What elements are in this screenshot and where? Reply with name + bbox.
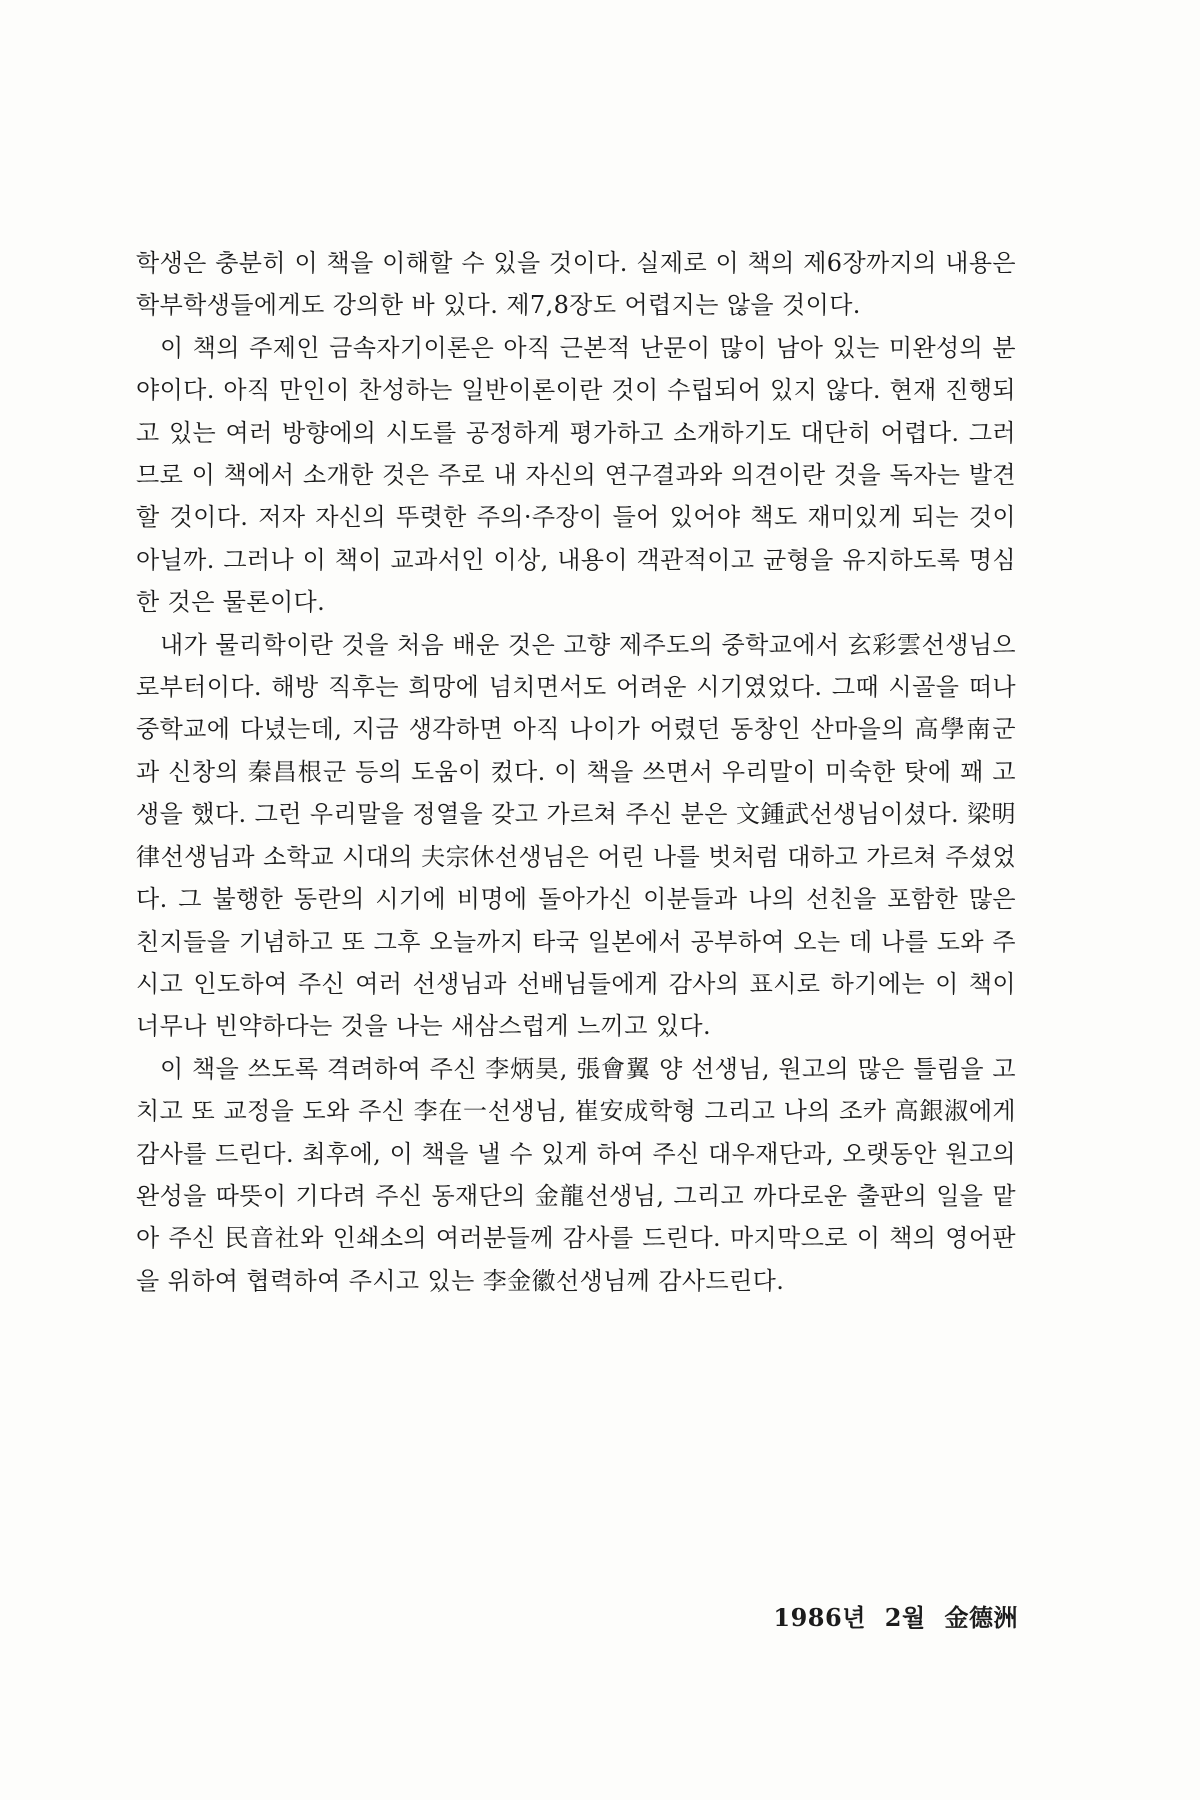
signature-year: 1986년 — [773, 1603, 866, 1632]
preface-text — [136, 242, 1016, 1302]
paragraph-continued: 학생은 충분히 이 책을 이해할 수 있을 것이다. 실제로 이 책의 제6장까지의 내용은 학부학생들에게도 강의한 바 있다. 제7,8장도 어렵지는 않을 것이다. — [136, 249, 1016, 320]
paragraph-acknowledgements: 이 책을 쓰도록 격려하여 주신 李炳昊, 張會翼 양 선생님, 원고의 많은 틀림을 고치고 또 교정을 도와 주신 李在一선생님, 崔安成학형 그리고 나의 조카 高銀淑에게 감사를 드린다. 최후에, 이 책을 낼 수 있게 하여 주신 대우재단과, 오랫동안 원고의 완성을 따뜻이 기다려 주신 동재단의 金龍선생님, 그리고 까다로운 출판의 일을 맡아 주신 民音社와 인쇄소의 여러분들께 감사를 드린다. 마지막으로 이 책의 영어판을 위하여 협력하여 주시고 있는 李金徽선생님께 감사드린다. — [136, 1054, 1016, 1295]
signature-month: 2월 — [884, 1603, 926, 1632]
signature-author: 金德洲 — [944, 1603, 1018, 1632]
paragraph-subject: 이 책의 주제인 금속자기이론은 아직 근본적 난문이 많이 남아 있는 미완성의 분야이다. 아직 만인이 찬성하는 일반이론이란 것이 수립되어 있지 않다. 현재 진행되고 있는 여러 방향에의 시도를 공정하게 평가하고 소개하기도 대단히 어렵다. 그러므로 이 책에서 소개한 것은 주로 내 자신의 연구결과와 의견이란 것을 독자는 발견할 것이다. 저자 자신의 뚜렷한 주의·주장이 들어 있어야 책도 재미있게 되는 것이 아닐까. 그러나 이 책이 교과서인 이상, 내용이 객관적이고 균형을 유지하도록 명심한 것은 물론이다. — [136, 333, 1016, 617]
signature-line — [773, 1598, 1018, 1633]
paragraph-teachers: 내가 물리학이란 것을 처음 배운 것은 고향 제주도의 중학교에서 玄彩雲선생님으로부터이다. 해방 직후는 희망에 넘치면서도 어려운 시기였었다. 그때 시골을 떠나 중학교에 다녔는데, 지금 생각하면 아직 나이가 어렸던 동창인 산마을의 高學南군과 신창의 秦昌根군 등의 도움이 컸다. 이 책을 쓰면서 우리말이 미숙한 탓에 꽤 고생을 했다. 그런 우리말을 정열을 갖고 가르쳐 주신 분은 文鍾武선생님이셨다. 梁明律선생님과 소학교 시대의 夫宗休선생님은 어린 나를 벗처럼 대하고 가르쳐 주셨었다. 그 불행한 동란의 시기에 비명에 돌아가신 이분들과 나의 선친을 포함한 많은 친지들을 기념하고 또 그후 오늘까지 타국 일본에서 공부하여 오는 데 나를 도와 주시고 인도하여 주신 여러 선생님과 선배님들에게 감사의 표시로 하기에는 이 책이 너무나 빈약하다는 것을 나는 새삼스럽게 느끼고 있다. — [136, 630, 1016, 1041]
